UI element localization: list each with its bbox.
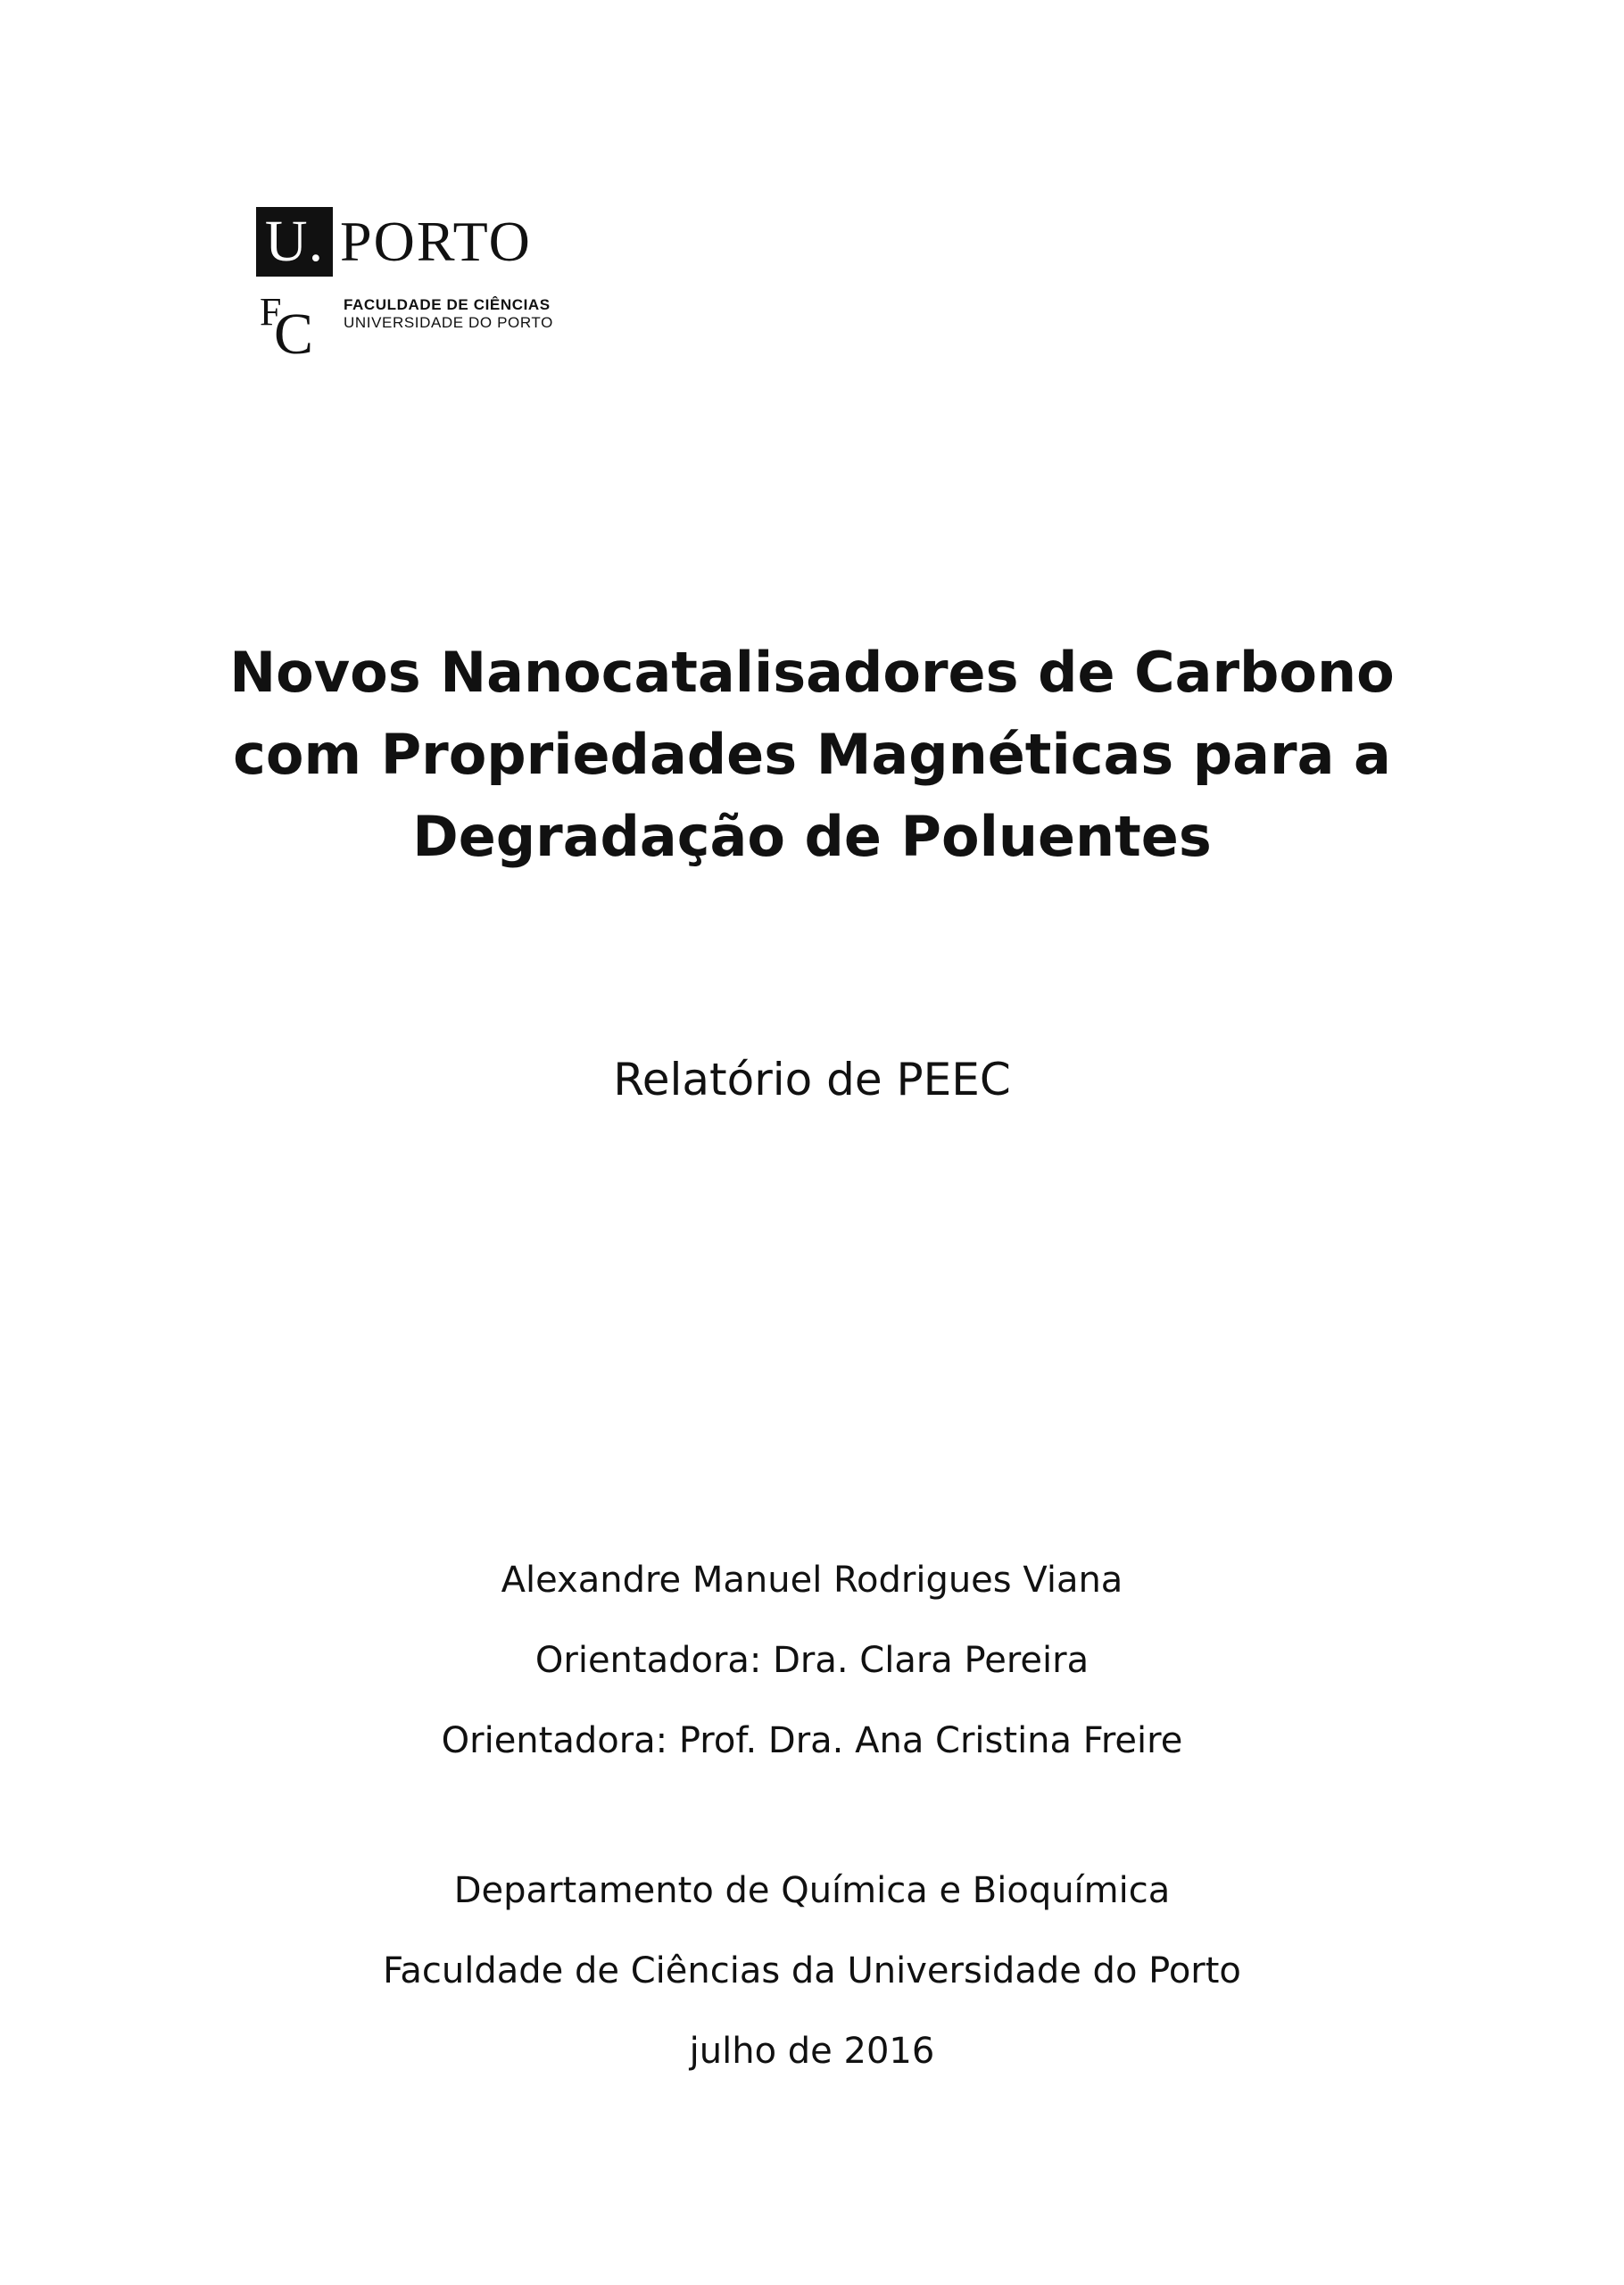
supervisor-2: Orientadora: Prof. Dra. Ana Cristina Freire: [441, 1720, 1183, 1761]
title-line-1: Novos Nanocatalisadores de Carbono: [229, 640, 1395, 705]
university-logo: [256, 207, 613, 368]
fc-monogram-icon: [260, 290, 319, 367]
document-title: [143, 632, 1481, 878]
logo-faculty-line2: UNIVERSIDADE DO PORTO: [344, 314, 553, 331]
title-line-3: Degradação de Poluentes: [412, 804, 1212, 869]
logo-porto-text: PORTO: [340, 210, 532, 273]
fc-monogram-f: F: [260, 290, 282, 334]
uporto-wordmark: [256, 207, 532, 277]
logo-faculty-text: [344, 296, 553, 332]
title-line-2: com Propriedades Magnéticas para a: [233, 722, 1391, 787]
document-subtitle: Relatório de PEEC: [613, 1054, 1011, 1105]
department-name: Departamento de Química e Bioquímica: [453, 1870, 1171, 1911]
institution-block: [143, 1850, 1481, 2091]
document-date: julho de 2016: [689, 2031, 935, 2072]
logo-u-mark: U.: [256, 207, 333, 277]
faculty-name: Faculdade de Ciências da Universidade do Porto: [383, 1950, 1241, 1991]
author-block: [143, 1540, 1481, 1781]
fc-monogram-c: C: [274, 302, 314, 367]
logo-faculty-line1: FACULDADE DE CIÊNCIAS: [344, 296, 551, 313]
supervisor-1: Orientadora: Dra. Clara Pereira: [534, 1640, 1090, 1681]
author-name: Alexandre Manuel Rodrigues Viana: [501, 1560, 1123, 1601]
